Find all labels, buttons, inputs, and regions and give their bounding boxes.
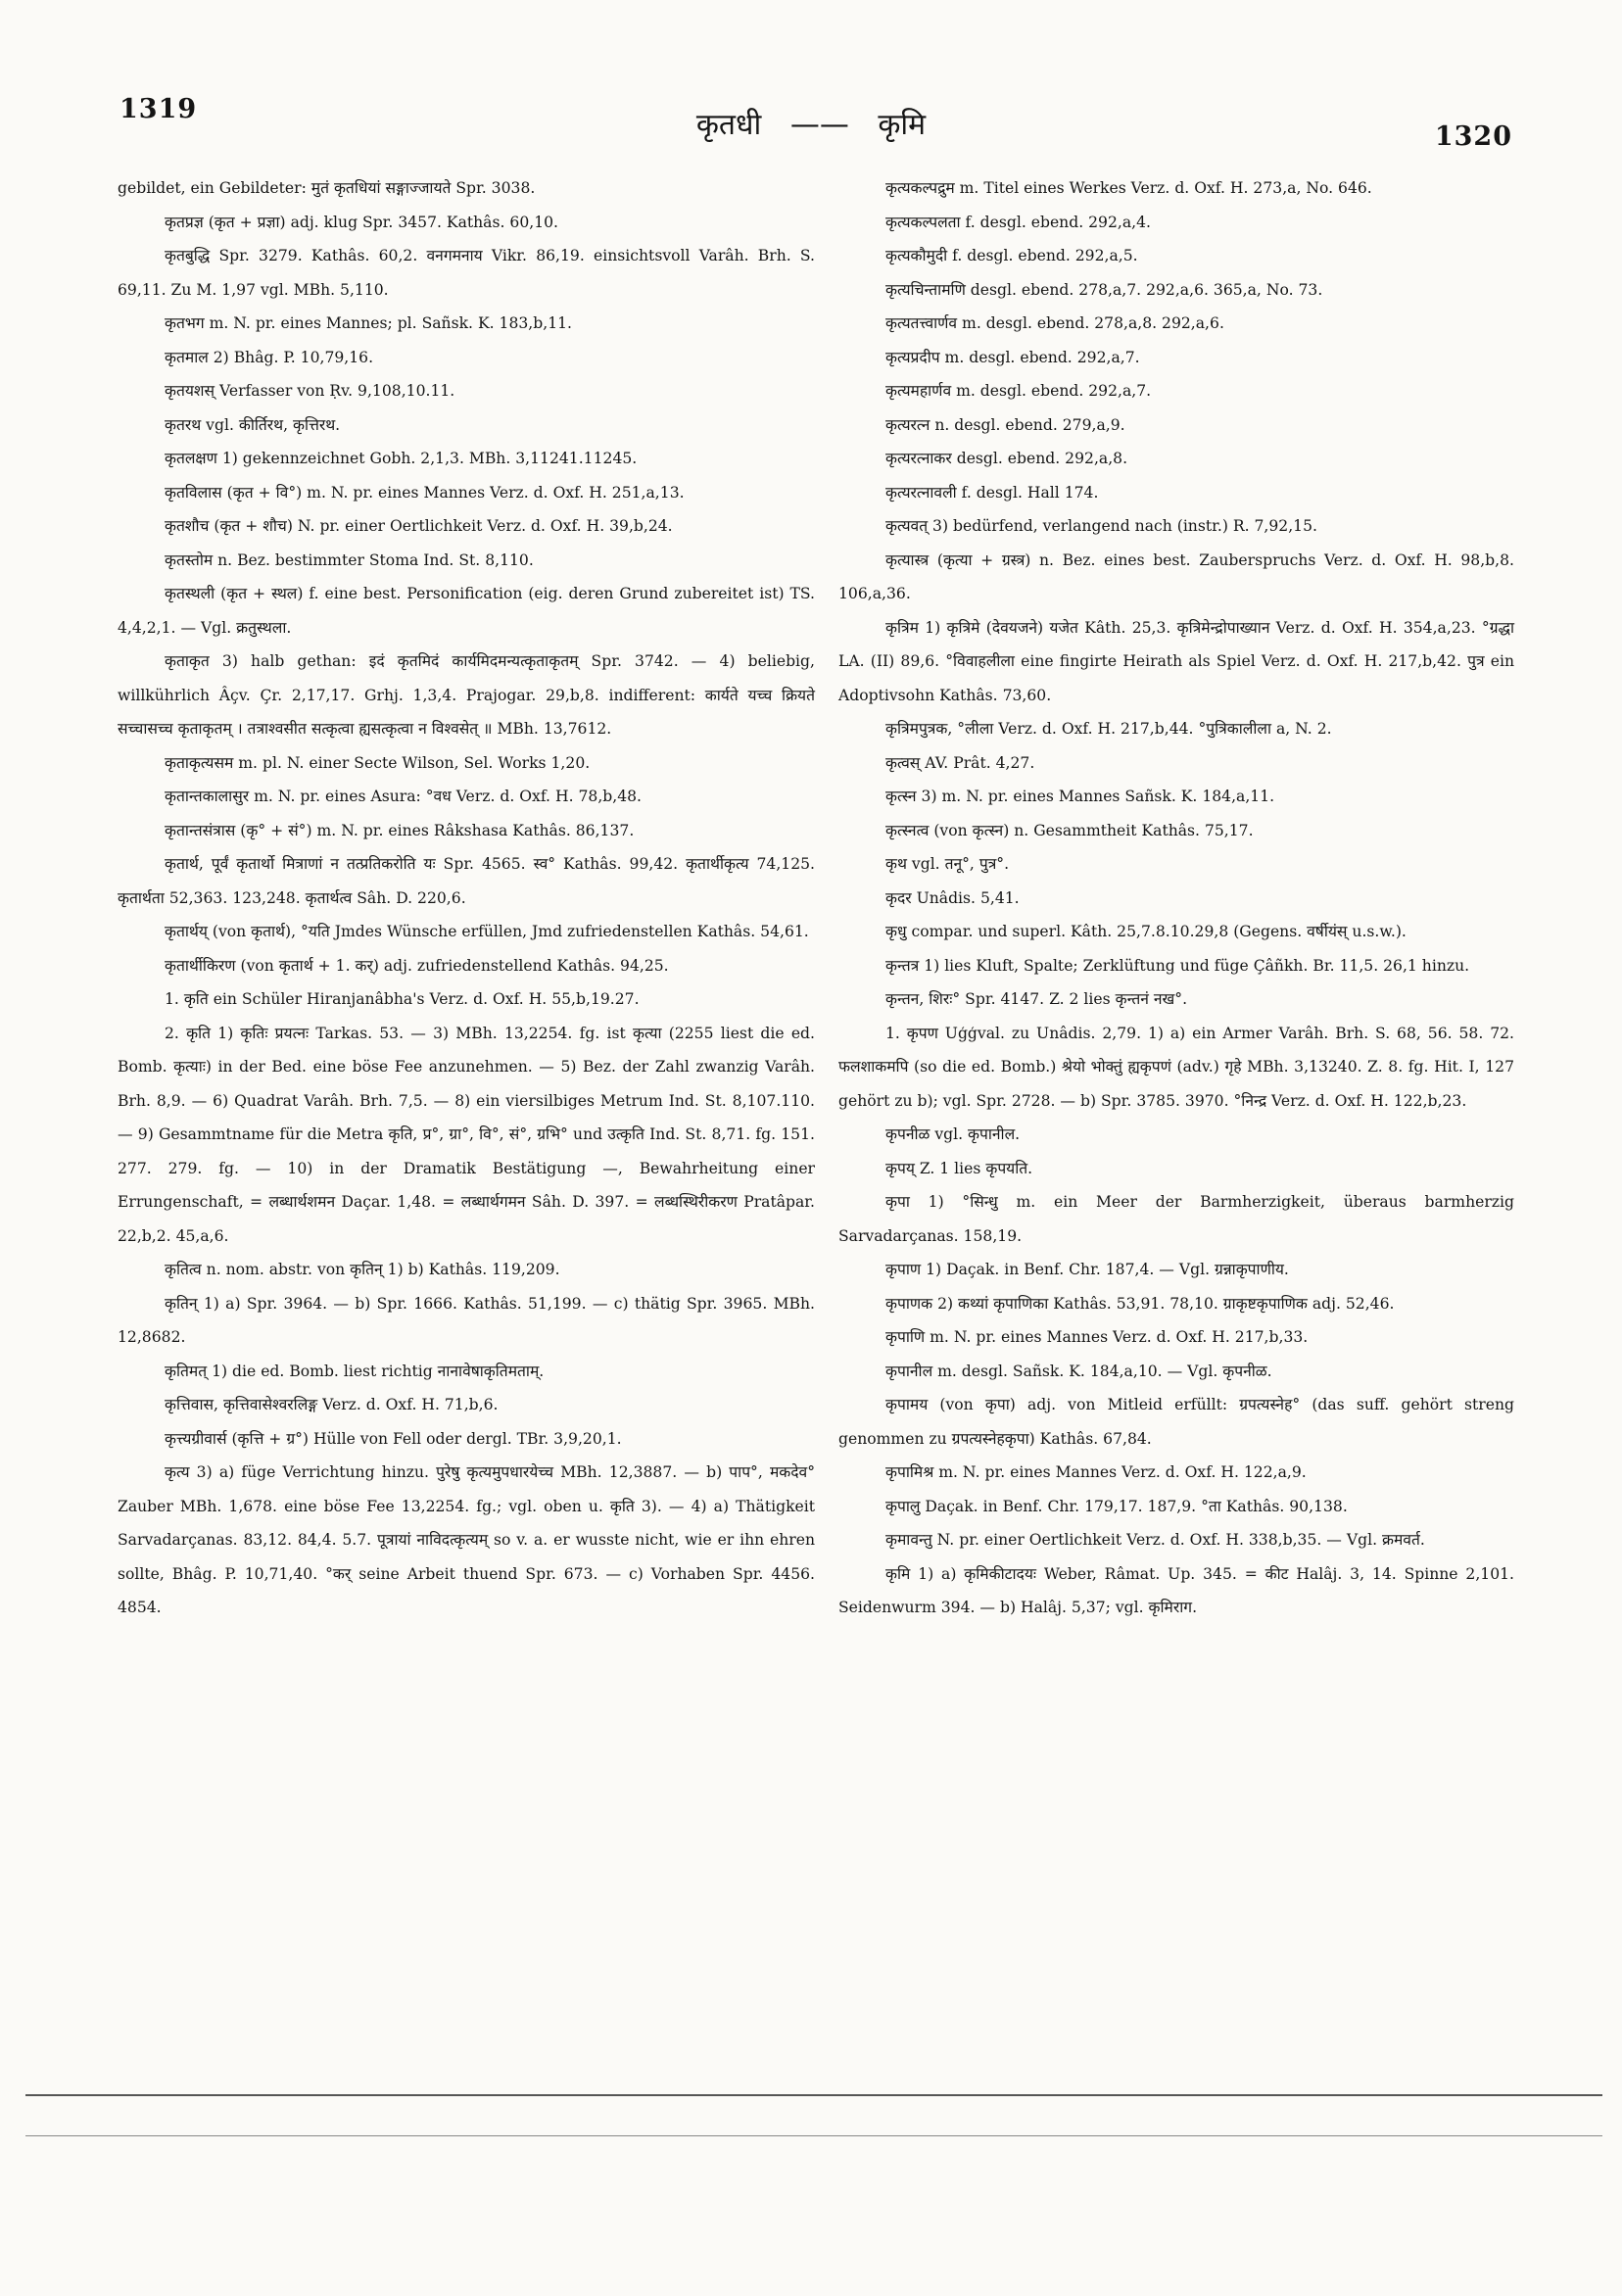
dictionary-entry: कृपानील m. desgl. Sañsk. K. 184,a,10. — Vgl. कृपनीळ. bbox=[885, 1362, 1272, 1380]
dictionary-entry: कृतरथ vgl. कीर्तिरथ, कृत्तिरथ. bbox=[165, 415, 341, 434]
running-head bbox=[0, 103, 1622, 143]
dictionary-entry: कृत्स्न 3) m. N. pr. eines Mannes Sañsk. K. 184,a,11. bbox=[885, 788, 1275, 805]
dictionary-entry: कृत्यप्रदीप m. desgl. ebend. 292,a,7. bbox=[885, 348, 1140, 366]
dictionary-entry: कृतप्रज्ञ (कृत + प्रज्ञा) adj. klug Spr. 3457. Kathâs. 60,10. bbox=[165, 213, 558, 231]
dictionary-entry: कृत्वस् AV. Prât. 4,27. bbox=[885, 753, 1035, 772]
dictionary-entry: कृत्तिवास, कृत्तिवासेश्वरलिङ्ग Verz. d. Oxf. H. 71,b,6. bbox=[165, 1396, 499, 1413]
dictionary-entry: कृतित्व n. nom. abstr. von कृतिन् 1) b) Kathâs. 119,209. bbox=[165, 1261, 560, 1278]
dictionary-entry: कृपाणक 2) कथ्यां कृपाणिका Kathâs. 53,91. 78,10. ग्राकृष्टकृपाणिक adj. 52,46. bbox=[885, 1294, 1395, 1313]
dictionary-entry: कृपय् Z. 1 lies कृपयति. bbox=[885, 1159, 1033, 1177]
dictionary-entry: कृपा 1) °सिन्धु m. ein Meer der Barmherzigkeit, überaus barmherzig Sarvadarçanas. 158,19. bbox=[838, 1193, 1514, 1245]
dictionary-entry: कृतयशस् Verfasser von Ṛv. 9,108,10.11. bbox=[165, 382, 455, 400]
right-column bbox=[838, 171, 1514, 1625]
dictionary-entry: कृत्यरत्नावली f. desgl. Hall 174. bbox=[885, 483, 1099, 502]
dictionary-entry: कृत्यकल्पलता f. desgl. ebend. 292,a,4. bbox=[885, 213, 1151, 231]
dictionary-entry: कृतबुद्धि Spr. 3279. Kathâs. 60,2. वनगमनाय Vikr. 86,19. einsichtsvoll Varâh. Brh. S. 69,11. Zu M. 1,97 vgl. MBh. 5,110. bbox=[118, 247, 815, 299]
dictionary-entry: कृतस्थली (कृत + स्थल) f. eine best. Personification (eig. deren Grund zubereitet ist) TS. 4,4,2,1. — Vgl. क्रतुस्थला. bbox=[118, 585, 815, 637]
dictionary-entry: कृपाण 1) Daçak. in Benf. Chr. 187,4. — Vgl. ग्रन्नाकृपाणीय. bbox=[885, 1261, 1289, 1278]
dictionary-entry: कृतभग m. N. pr. eines Mannes; pl. Sañsk. K. 183,b,11. bbox=[165, 314, 572, 332]
dictionary-entry: कृत्यतत्त्वार्णव m. desgl. ebend. 278,a,8. 292,a,6. bbox=[885, 314, 1224, 332]
dictionary-entry: 2. कृति 1) कृतिः प्रयत्नः Tarkas. 53. — 3) MBh. 13,2254. fg. ist कृत्या (2255 liest die ed. Bomb. कृत्याः) in der Bed. eine böse Fee anzunehmen. — 5) Bez. der Zahl zwanzig Varâh. Brh. 8,9. — 6) Quadrat Varâh. Brh. 7,5. — 8) ein viersilbiges Metrum Ind. St. 8,107.110. — 9) Gesammtname für die Metra कृति, प्र°, ग्रा°, वि°, सं°, ग्रभि° und उत्कृति Ind. St. 8,71. fg. 151. 277. 279. fg. — 10) in der Dramatik Bestätigung —, Bewahrheitung einer Errungenschaft, = लब्धार्थशमन Daçar. 1,48. = लब्धार्थगमन Sâh. D. 397. = लब्धस्थिरीकरण Pratâpar. 22,b,2. 45,a,6. bbox=[118, 1024, 815, 1245]
dictionary-entry: कृधु compar. und superl. Kâth. 25,7.8.10.29,8 (Gegens. वर्षीयंस् u.s.w.). bbox=[885, 923, 1407, 940]
dictionary-entry: कृत्यकल्पद्रुम m. Titel eines Werkes Verz. d. Oxf. H. 273,a, No. 646. bbox=[885, 179, 1372, 197]
footer-rule-lower bbox=[25, 2135, 1602, 2136]
dictionary-entry: कृत्स्नत्व (von कृत्स्न) n. Gesammtheit Kathâs. 75,17. bbox=[885, 821, 1254, 839]
dictionary-entry: 1. कृपण Uģģval. zu Unâdis. 2,79. 1) a) ein Armer Varâh. Brh. S. 68, 56. 58. 72. फलशाकमपि (so die ed. Bomb.) श्रेयो भोक्तुं ह्यकृपणं (adv.) गृहे MBh. 3,13240. Z. 8. fg. Hit. I, 127 gehört zu b); vgl. Spr. 2728. — b) Spr. 3785. 3970. °निन्द्र Verz. d. Oxf. H. 122,b,23. bbox=[838, 1024, 1514, 1110]
dictionary-entry: कृत्यरत्नाकर desgl. ebend. 292,a,8. bbox=[885, 450, 1128, 467]
dictionary-entry: कृदर Unâdis. 5,41. bbox=[885, 888, 1020, 907]
dictionary-entry: कृन्तन, शिरः° Spr. 4147. Z. 2 lies कृन्तनं नख°. bbox=[885, 990, 1188, 1008]
dictionary-entry: कृतिन् 1) a) Spr. 3964. — b) Spr. 1666. Kathâs. 51,199. — c) thätig Spr. 3965. MBh. 12,8682. bbox=[118, 1294, 815, 1346]
dictionary-entry: कृतार्थय् (von कृतार्थ), °यति Jmdes Wünsche erfüllen, Jmd zufriedenstellen Kathâs. 54,61. bbox=[165, 923, 809, 940]
dictionary-entry: 1. कृति ein Schüler Hiranjanâbha's Verz. d. Oxf. H. 55,b,19.27. bbox=[165, 990, 640, 1008]
dictionary-entry: कृतशौच (कृत + शौच) N. pr. einer Oertlichkeit Verz. d. Oxf. H. 39,b,24. bbox=[165, 517, 673, 535]
page-number-right: 1320 bbox=[1434, 121, 1512, 152]
dictionary-entry: कृत्रिम 1) कृत्रिमे (देवयजने) यजेत Kâth. 25,3. कृत्रिमेन्द्रोपाख्यान Verz. d. Oxf. H. 354,a,23. °ग्रद्धा LA. (II) 89,6. °विवाहलीला eine fingirte Heirath als Spiel Verz. d. Oxf. H. 217,b,42. पुत्र ein Adoptivsohn Kathâs. 73,60. bbox=[838, 618, 1514, 704]
dictionary-entry: कृमि 1) a) कृमिकीटादयः Weber, Râmat. Up. 345. = कीट Halâj. 3, 14. Spinne 2,101. Seidenwurm 394. — b) Halâj. 5,37; vgl. कृमिराग. bbox=[838, 1564, 1514, 1616]
dictionary-entry: कृत्य 3) a) füge Verrichtung hinzu. पुरेषु कृत्यमुपधारयेच्च MBh. 12,3887. — b) पाप°, मकदेव° Zauber MBh. 1,678. eine böse Fee 13,2254. fg.; vgl. oben u. कृति 3). — 4) a) Thätigkeit Sarvadarçanas. 83,12. 84,4. 5.7. पूत्रायां नाविदत्कृत्यम् so v. a. er wusste nicht, wie er ihn ehren sollte, Bhâg. P. 10,71,40. °कर् seine Arbeit thuend Spr. 673. — c) Vorhaben Spr. 4456. 4854. bbox=[118, 1463, 815, 1616]
dictionary-entry: कृतिमत् 1) die ed. Bomb. liest richtig नानावेषाकृतिमताम्. bbox=[165, 1362, 545, 1380]
dictionary-entry: कृत्यरत्न n. desgl. ebend. 279,a,9. bbox=[885, 415, 1125, 434]
dictionary-entry: कृथ vgl. तनू°, पुत्र°. bbox=[885, 855, 1010, 873]
dictionary-entry: कृत्रिमपुत्रक, °लीला Verz. d. Oxf. H. 217,b,44. °पुत्रिकालीला a, N. 2. bbox=[885, 720, 1332, 738]
dictionary-entry: कृतलक्षण 1) gekennzeichnet Gobh. 2,1,3. MBh. 3,11241.11245. bbox=[165, 450, 638, 467]
dictionary-entry: कृतस्तोम n. Bez. bestimmter Stoma Ind. St. 8,110. bbox=[165, 550, 534, 569]
entry-line: gebildet, ein Gebildeter: मुतं कृतधियां सङ्गाज्जायते Spr. 3038. bbox=[118, 179, 536, 197]
dictionary-entry: कृपामय (von कृपा) adj. von Mitleid erfüllt: ग्रपत्यस्नेह° (das suff. gehört streng genommen zu ग्रपत्यस्नेहकृपा) Kathâs. 67,84. bbox=[838, 1396, 1514, 1448]
dictionary-entry: कृताकृत 3) halb gethan: इदं कृतमिदं कार्यमिदमन्यत्कृताकृतम् Spr. 3742. — 4) beliebig, willkührlich Âçv. Çr. 2,17,17. Grhj. 1,3,4. Prajogar. 29,b,8. indifferent: कार्यते यच्च क्रियते सच्चासच्च कृताकृतम् । तत्राश्वसीत सत्कृत्वा ह्यसत्कृत्वा न विश्वसेत् ॥ MBh. 13,7612. bbox=[118, 652, 815, 738]
left-column bbox=[118, 171, 815, 1625]
dictionary-entry: कृतार्थीकिरण (von कृतार्थ + 1. कर्) adj. zufriedenstellend Kathâs. 94,25. bbox=[165, 956, 669, 975]
dictionary-entry: कृपालु Daçak. in Benf. Chr. 179,17. 187,9. °ता Kathâs. 90,138. bbox=[885, 1497, 1348, 1515]
dictionary-entry: कृत्यचिन्तामणि desgl. ebend. 278,a,7. 292,a,6. 365,a, No. 73. bbox=[885, 280, 1323, 299]
dictionary-entry: कृत्यकौमुदी f. desgl. ebend. 292,a,5. bbox=[885, 247, 1138, 264]
running-head-dash: —— bbox=[789, 108, 849, 142]
dictionary-entry: कृत्त्यग्रीवार्स (कृत्ति + ग्र°) Hülle von Fell oder dergl. TBr. 3,9,20,1. bbox=[165, 1429, 622, 1448]
dictionary-entry: कृन्तत्र 1) lies Kluft, Spalte; Zerklüftung und füge Çâñkh. Br. 11,5. 26,1 hinzu. bbox=[885, 956, 1470, 975]
running-head-left-word: कृतधी bbox=[695, 108, 762, 142]
dictionary-entry: कृतमाल 2) Bhâg. P. 10,79,16. bbox=[165, 348, 374, 366]
dictionary-entry: कृत्यमहार्णव m. desgl. ebend. 292,a,7. bbox=[885, 382, 1152, 400]
page-number-left: 1319 bbox=[119, 94, 198, 124]
dictionary-entry: कृपाणि m. N. pr. eines Mannes Verz. d. Oxf. H. 217,b,33. bbox=[885, 1328, 1309, 1346]
dictionary-entry: कृत्यास्त्र (कृत्या + ग्रस्त्र) n. Bez. eines best. Zauberspruchs Verz. d. Oxf. H. 98,b,8. 106,a,36. bbox=[838, 550, 1514, 602]
dictionary-entry: कृपनीळ vgl. कृपानील. bbox=[885, 1125, 1021, 1143]
dictionary-entry: कृतविलास (कृत + वि°) m. N. pr. eines Mannes Verz. d. Oxf. H. 251,a,13. bbox=[165, 483, 685, 502]
dictionary-entry: कृताकृत्यसम m. pl. N. einer Secte Wilson, Sel. Works 1,20. bbox=[165, 753, 591, 772]
dictionary-entry: कृमावन्तु N. pr. einer Oertlichkeit Verz. d. Oxf. H. 338,b,35. — Vgl. क्रमवर्त. bbox=[885, 1531, 1425, 1549]
dictionary-entry: कृतान्तसंत्रास (कृ° + सं°) m. N. pr. eines Râkshasa Kathâs. 86,137. bbox=[165, 821, 635, 839]
running-head-right-word: कृमि bbox=[878, 108, 927, 142]
dictionary-entry: कृपामिश्र m. N. pr. eines Mannes Verz. d. Oxf. H. 122,a,9. bbox=[885, 1463, 1307, 1481]
footer-rule bbox=[25, 2094, 1602, 2096]
dictionary-entry: कृत्यवत् 3) bedürfend, verlangend nach (instr.) R. 7,92,15. bbox=[885, 517, 1317, 535]
dictionary-entry: कृतान्तकालासुर m. N. pr. eines Asura: °वध Verz. d. Oxf. H. 78,b,48. bbox=[165, 788, 643, 805]
dictionary-entry: कृतार्थ, पूर्वं कृतार्थो मित्राणां न तत्प्रतिकरोति यः Spr. 4565. स्व° Kathâs. 99,42. कृतार्थीकृत्य 74,125. कृतार्थता 52,363. 123,248. कृतार्थत्व Sâh. D. 220,6. bbox=[118, 855, 815, 907]
